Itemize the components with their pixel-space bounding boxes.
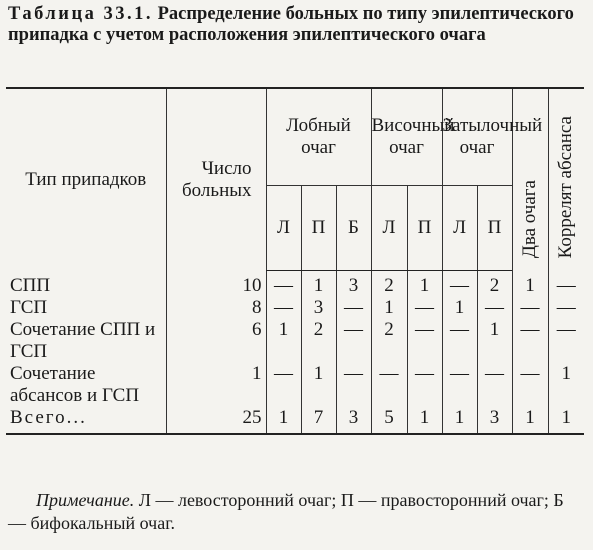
table-row-total: [6, 407, 584, 434]
cell: 1: [301, 363, 336, 407]
cell: —: [477, 363, 512, 407]
cell: —: [548, 297, 584, 319]
header-absence-correlate: Коррелят абсанса: [548, 88, 584, 271]
cell: 3: [301, 297, 336, 319]
table-row: [6, 271, 584, 298]
cell: —: [442, 271, 477, 298]
row-label: Всего...: [6, 407, 166, 434]
header-temporal: Височный очаг: [371, 88, 442, 186]
cell: 3: [336, 271, 371, 298]
subheader-occipital-left: Л: [442, 186, 477, 271]
note-text: Л — левосторонний очаг; П — правосторонний очаг; Б — бифокальный очаг.: [8, 490, 564, 533]
cell: 1: [166, 363, 266, 407]
row-label: Сочетание абсансов и ГСП: [10, 363, 140, 406]
row-label: Сочетание СПП и ГСП: [10, 319, 156, 362]
header-type: Тип припадков: [6, 88, 166, 271]
cell: —: [512, 319, 548, 363]
cell: 1: [266, 319, 301, 363]
note-title: Примечание.: [36, 490, 135, 510]
table-row: [6, 319, 584, 363]
cell: —: [407, 297, 442, 319]
cell: —: [512, 297, 548, 319]
data-table: [6, 87, 584, 435]
cell: —: [336, 319, 371, 363]
cell: 1: [301, 271, 336, 298]
cell: 2: [371, 271, 407, 298]
subheader-occipital-right: П: [477, 186, 512, 271]
cell: 1: [512, 407, 548, 434]
row-label: СПП: [10, 274, 51, 296]
subheader-frontal-right: П: [301, 186, 336, 271]
cell: 1: [512, 271, 548, 298]
cell: 1: [371, 297, 407, 319]
table-row: [6, 297, 584, 319]
cell: —: [266, 271, 301, 298]
cell: 3: [336, 407, 371, 434]
subheader-frontal-left: Л: [266, 186, 301, 271]
cell: 1: [266, 407, 301, 434]
cell: 1: [442, 407, 477, 434]
cell: 8: [166, 297, 266, 319]
cell: 3: [477, 407, 512, 434]
cell: 1: [407, 271, 442, 298]
cell: —: [266, 363, 301, 407]
caption-label: Таблица 33.1.: [8, 4, 153, 24]
cell: —: [336, 297, 371, 319]
cell: 2: [301, 319, 336, 363]
cell: 7: [301, 407, 336, 434]
cell: 1: [548, 363, 584, 407]
cell: 1: [407, 407, 442, 434]
cell: —: [477, 297, 512, 319]
cell: 2: [371, 319, 407, 363]
cell: —: [442, 363, 477, 407]
cell: 5: [371, 407, 407, 434]
cell: 1: [548, 407, 584, 434]
table-row: [6, 363, 584, 407]
cell: 6: [166, 319, 266, 363]
cell: 25: [166, 407, 266, 434]
table-note: [8, 489, 586, 535]
cell: 2: [477, 271, 512, 298]
table-caption: [8, 4, 586, 46]
cell: —: [407, 363, 442, 407]
cell: —: [407, 319, 442, 363]
subheader-temporal-right: П: [407, 186, 442, 271]
row-label: ГСП: [10, 297, 48, 318]
header-count: Число больных: [166, 88, 266, 271]
header-frontal: Лобный очаг: [266, 88, 371, 186]
cell: —: [266, 297, 301, 319]
cell: —: [548, 271, 584, 298]
cell: —: [336, 363, 371, 407]
caption-text: Распределение больных по типу эпилептического припадка с учетом расположения эпилептического очага: [8, 4, 574, 45]
cell: —: [371, 363, 407, 407]
subheader-frontal-bifocal: Б: [336, 186, 371, 271]
subheader-temporal-left: Л: [371, 186, 407, 271]
header-occipital: Затылочный очаг: [442, 88, 512, 186]
cell: —: [548, 319, 584, 363]
cell: —: [512, 363, 548, 407]
cell: 1: [442, 297, 477, 319]
header-two-foci: Два очага: [512, 88, 548, 271]
cell: 1: [477, 319, 512, 363]
cell: —: [442, 319, 477, 363]
cell: 10: [166, 271, 266, 298]
